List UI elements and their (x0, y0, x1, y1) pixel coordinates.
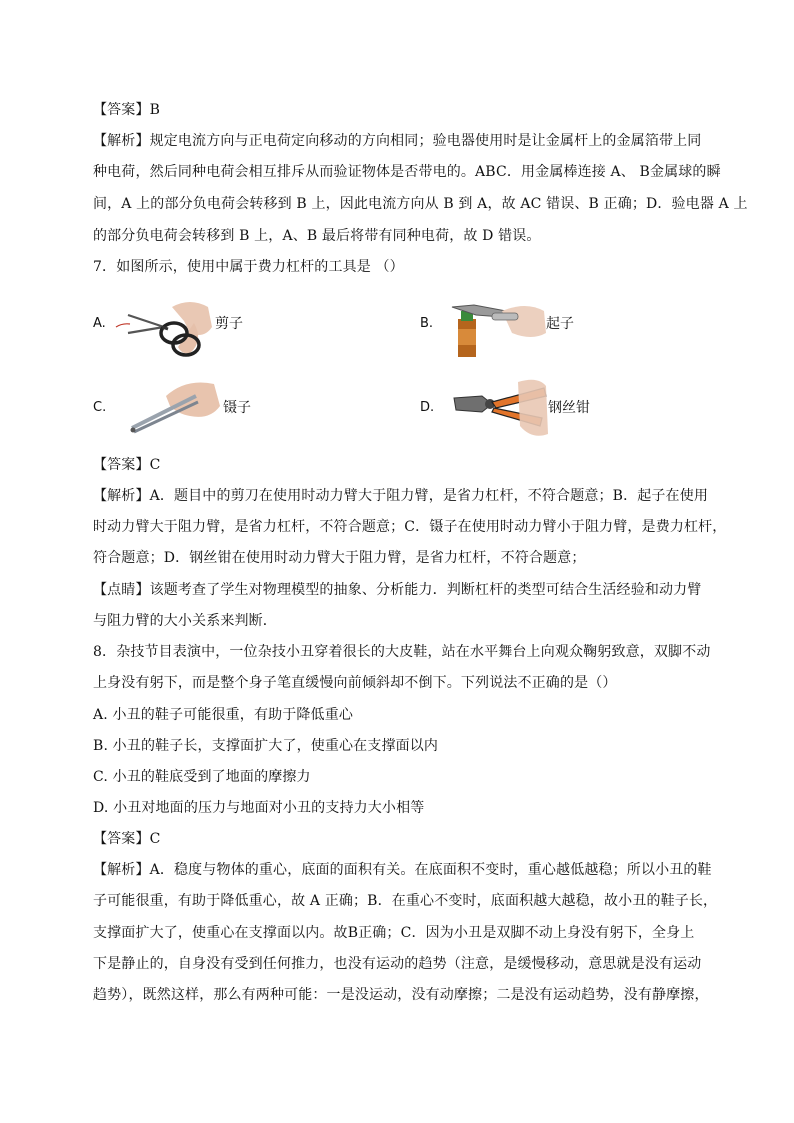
q6-answer: 【答案】B (93, 102, 161, 118)
q7-option-c-text: 镊子 (223, 400, 251, 416)
q8-option-c: C. 小丑的鞋底受到了地面的摩擦力 (93, 769, 311, 785)
q8-answer: 【答案】C (93, 831, 161, 847)
q7-option-d-label: D. (420, 400, 435, 415)
q8-analysis-line-5: 趋势），既然这样，那么有两种可能：一是没运动，没有动摩擦；二是没有运动趋势，没有静摩擦， (93, 987, 709, 1003)
q7-option-b-label: B. (420, 316, 434, 331)
q7-analysis-line-2: 时动力臂大于阻力臂，是省力杠杆，不符合题意；C．镊子在使用时动力臂小于阻力臂，是费力杠杆， (93, 519, 727, 535)
q8-stem-line-2: 上身没有躬下，而是整个身子笔直缓慢向前倾斜却不倒下。下列说法不正确的是（） (93, 675, 617, 691)
scissors-image (112, 293, 216, 361)
q6-analysis-line-2: 种电荷，然后同种电荷会相互排斥从而验证物体是否带电的。ABC．用金属棒连接 A、 B金属球的瞬 (93, 164, 721, 180)
q6-analysis-line-4: 的部分负电荷会转移到 B 上，A、B 最后将带有同种电荷，故 D 错误。 (93, 228, 541, 244)
q7-option-d-text: 钢丝钳 (548, 400, 590, 416)
q7-comment-line-1: 【点睛】该题考查了学生对物理模型的抽象、分析能力．判断杠杆的类型可结合生活经验和动力臂 (93, 582, 702, 598)
q7-option-a-text: 剪子 (215, 316, 243, 332)
pliers-image (452, 376, 548, 440)
q7-comment-line-2: 与阻力臂的大小关系来判断． (93, 613, 277, 629)
q7-answer: 【答案】C (93, 457, 161, 473)
q7-option-c-label: C. (93, 400, 107, 415)
q8-analysis-line-3: 支撑面扩大了，使重心在支撑面以内。故B正确；C．因为小丑是双脚不动上身没有躬下，全身上 (93, 925, 695, 941)
q8-analysis-line-2: 子可能很重，有助于降低重心，故 A 正确；B．在重心不变时，底面积越大越稳，故小丑的鞋子长， (93, 893, 718, 909)
q8-option-b: B. 小丑的鞋子长，支撑面扩大了，使重心在支撑面以内 (93, 738, 439, 754)
q6-analysis-line-1: 【解析】规定电流方向与正电荷定向移动的方向相同；验电器使用时是让金属杆上的金属箔带上同 (93, 133, 702, 149)
q7-stem: 7．如图所示，使用中属于费力杠杆的工具是 （） (93, 259, 404, 275)
bottle-opener-image (446, 289, 548, 357)
q8-stem-line-1: 8．杂技节目表演中，一位杂技小丑穿着很长的大皮鞋，站在水平舞台上向观众鞠躬致意，双脚不动 (93, 644, 711, 660)
q8-analysis-line-1: 【解析】A．稳度与物体的重心，底面的面积有关。在底面积不变时，重心越低越稳；所以小丑的鞋 (93, 862, 712, 878)
q8-option-a: A. 小丑的鞋子可能很重，有助于降低重心 (93, 707, 354, 723)
q8-option-d: D. 小丑对地面的压力与地面对小丑的支持力大小相等 (93, 800, 425, 816)
q7-option-a-label: A. (93, 316, 106, 331)
q6-analysis-line-3: 间，A 上的部分负电荷会转移到 B 上，因此电流方向从 B 到 A，故 AC 错误、B 正确；D．验电器 A 上 (93, 196, 748, 212)
q7-analysis-line-1: 【解析】A．题目中的剪刀在使用时动力臂大于阻力臂，是省力杠杆，不符合题意；B．起子在使用 (93, 488, 708, 504)
tweezers-image (126, 376, 222, 436)
q8-analysis-line-4: 下是静止的，自身没有受到任何推力，也没有运动的趋势（注意，是缓慢移动，意思就是没有运动 (93, 956, 702, 972)
q7-analysis-line-3: 符合题意；D．钢丝钳在使用时动力臂大于阻力臂，是省力杠杆，不符合题意； (93, 550, 586, 566)
q7-option-b-text: 起子 (546, 316, 574, 332)
